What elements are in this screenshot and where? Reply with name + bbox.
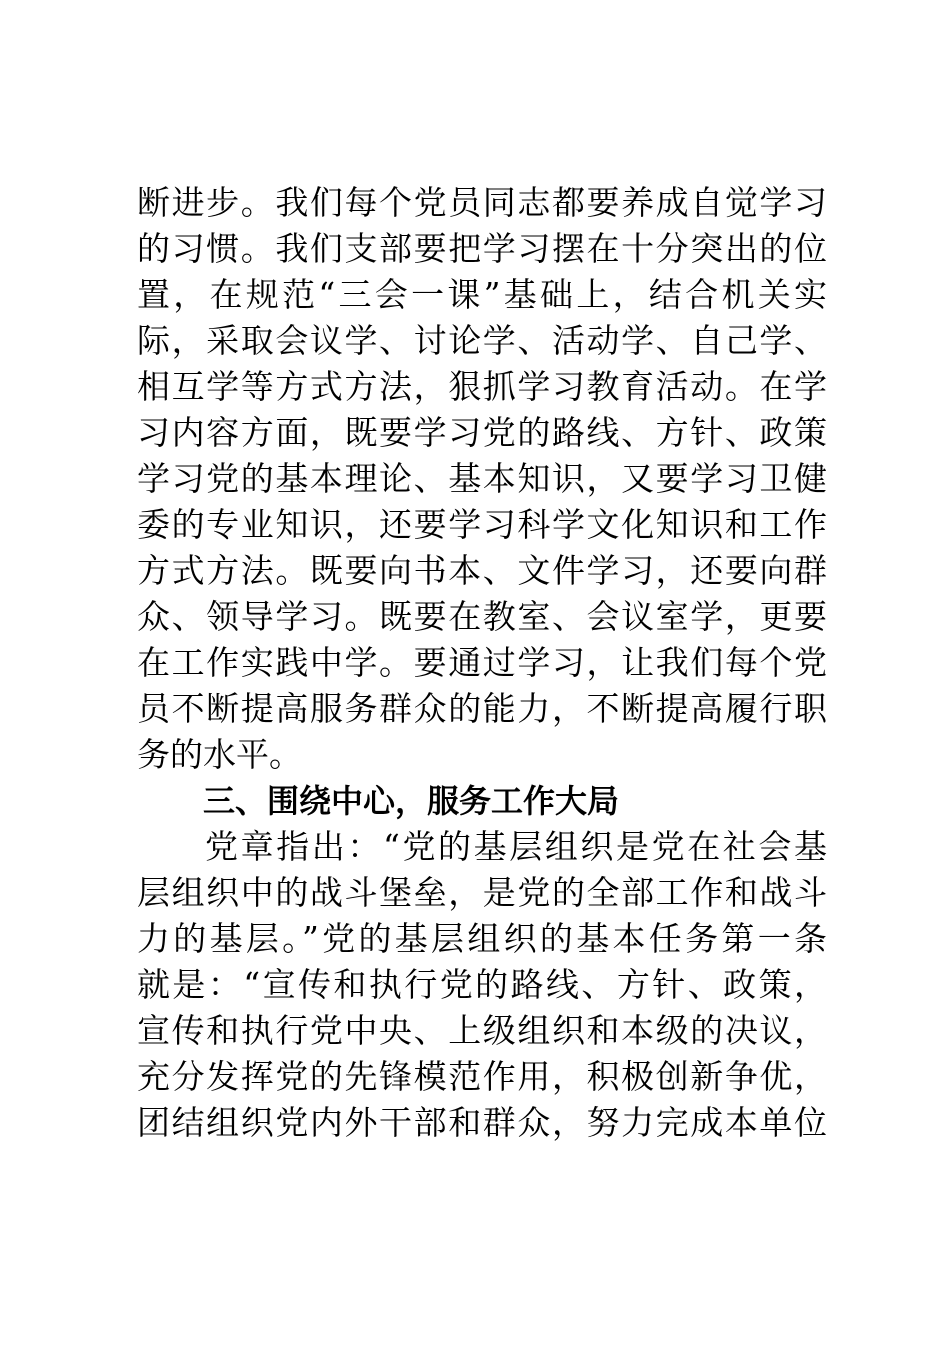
document-body: [137, 180, 827, 1146]
paragraph-line: 员不断提高服务群众的能力，不断提高履行职: [137, 689, 827, 728]
paragraph-line: 委的专业知识，还要学习科学文化知识和工作: [137, 505, 827, 544]
paragraph-line: 宣传和执行党中央、上级组织和本级的决议，: [137, 1011, 827, 1050]
paragraph-line: 际，采取会议学、讨论学、活动学、自己学、: [137, 321, 827, 360]
paragraph-line: 学习党的基本理论、基本知识，又要学习卫健: [137, 459, 827, 498]
paragraph-line: 充分发挥党的先锋模范作用，积极创新争优，: [137, 1057, 827, 1096]
paragraph-line: 相互学等方式方法，狠抓学习教育活动。在学: [137, 367, 827, 406]
paragraph-line: 就是：“宣传和执行党的路线、方针、政策，: [137, 965, 827, 1004]
paragraph-line: 党章指出：“党的基层组织是党在社会基: [205, 827, 827, 866]
paragraph-line: 务的水平。: [137, 735, 302, 774]
paragraph-line: 在工作实践中学。要通过学习，让我们每个党: [137, 643, 827, 682]
paragraph-line: 力的基层。”党的基层组织的基本任务第一条: [137, 919, 827, 958]
paragraph-line: 的习惯。我们支部要把学习摆在十分突出的位: [137, 229, 827, 268]
paragraph-line: 断进步。我们每个党员同志都要养成自觉学习: [137, 183, 827, 222]
paragraph-line: 方式方法。既要向书本、文件学习，还要向群: [137, 551, 827, 590]
paragraph-line: 团结组织党内外干部和群众，努力完成本单位: [137, 1103, 827, 1142]
paragraph-line: 习内容方面，既要学习党的路线、方针、政策: [137, 413, 827, 452]
paragraph-line: 众、领导学习。既要在教室、会议室学，更要: [137, 597, 827, 636]
paragraph-line: 层组织中的战斗堡垒，是党的全部工作和战斗: [137, 873, 827, 912]
paragraph-line: 置，在规范“三会一课”基础上，结合机关实: [137, 275, 827, 314]
section-heading: 三、围绕中心，服务工作大局: [203, 782, 620, 820]
